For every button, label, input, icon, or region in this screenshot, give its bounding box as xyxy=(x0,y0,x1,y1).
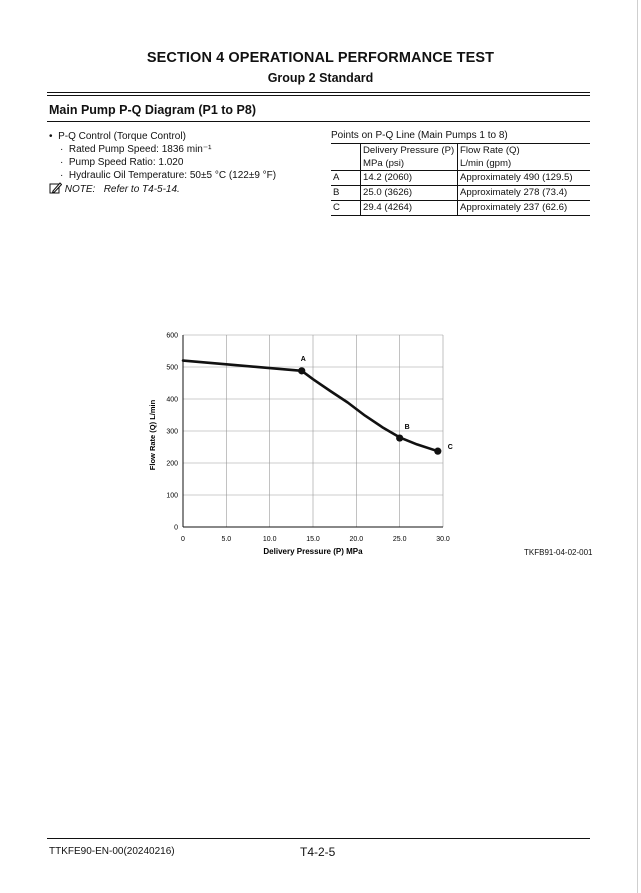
table-row: B 25.0 (3626) Approximately 278 (73.4) xyxy=(331,186,590,201)
point-label: B xyxy=(404,424,410,432)
table-title: Points on P-Q Line (Main Pumps 1 to 8) xyxy=(331,130,508,141)
doc-id: TTKFE90-EN-00(20240216) xyxy=(49,846,175,857)
point-a xyxy=(298,367,305,374)
x-tick-label: 0 xyxy=(181,536,185,543)
x-tick-label: 25.0 xyxy=(392,536,407,543)
diagram-heading: Main Pump P-Q Diagram (P1 to P8) xyxy=(49,103,256,117)
table-row: C 29.4 (4264) Approximately 237 (62.6) xyxy=(331,201,590,216)
y-tick-label: 100 xyxy=(166,492,178,500)
point-c xyxy=(434,448,441,455)
figure-id: TKFB91-04-02-001 xyxy=(524,548,593,557)
point-label: C xyxy=(447,444,453,452)
y-axis-label: Flow Rate (Q) L/min xyxy=(148,399,157,471)
y-tick-label: 600 xyxy=(166,332,178,340)
footer-rule xyxy=(47,838,590,839)
spec-item: · Pump Speed Ratio: 1.020 xyxy=(60,157,184,168)
page-number: T4-2-5 xyxy=(300,845,336,859)
note: NOTE: Refer to T4-5-14. xyxy=(49,182,276,196)
pencil-icon xyxy=(49,182,62,194)
heading-rule xyxy=(47,121,590,122)
points-table xyxy=(331,143,590,216)
y-tick-label: 300 xyxy=(166,428,178,436)
x-tick-label: 15.0 xyxy=(306,536,320,543)
y-tick-label: 0 xyxy=(174,524,178,532)
x-tick-label: 5.0 xyxy=(221,536,232,543)
x-tick-label: 10.0 xyxy=(262,536,277,543)
header-flow: Flow Rate (Q) L/min (gpm) xyxy=(458,144,591,171)
group-title: Group 2 Standard xyxy=(267,71,374,85)
point-b xyxy=(396,434,403,441)
page-edge xyxy=(637,0,638,893)
table-row: A 14.2 (2060) Approximately 490 (129.5) xyxy=(331,171,590,186)
bullet-icon: • xyxy=(49,131,53,142)
spec-item: · Rated Pump Speed: 1836 min⁻¹ xyxy=(60,144,212,155)
x-tick-label: 20.0 xyxy=(349,536,364,543)
x-axis-label: Delivery Pressure (P) MPa xyxy=(263,547,363,556)
spec-control: • P-Q Control (Torque Control) xyxy=(49,131,186,142)
header-rule-bottom xyxy=(47,95,590,96)
pq-chart xyxy=(140,325,470,557)
section-title: SECTION 4 OPERATIONAL PERFORMANCE TEST xyxy=(146,50,495,66)
chart-points xyxy=(298,356,453,455)
table-header-row xyxy=(331,144,590,171)
x-tick-label: 30.0 xyxy=(436,536,450,543)
spec-list xyxy=(49,130,276,196)
header-rule-top xyxy=(47,92,590,93)
point-label: A xyxy=(300,355,306,363)
header-pressure: Delivery Pressure (P) MPa (psi) xyxy=(361,144,458,171)
y-tick-label: 500 xyxy=(166,364,178,372)
y-tick-label: 400 xyxy=(166,396,178,404)
y-tick-label: 200 xyxy=(166,460,178,468)
spec-item: · Hydraulic Oil Temperature: 50±5 °C (122±9 °F) xyxy=(60,170,277,181)
